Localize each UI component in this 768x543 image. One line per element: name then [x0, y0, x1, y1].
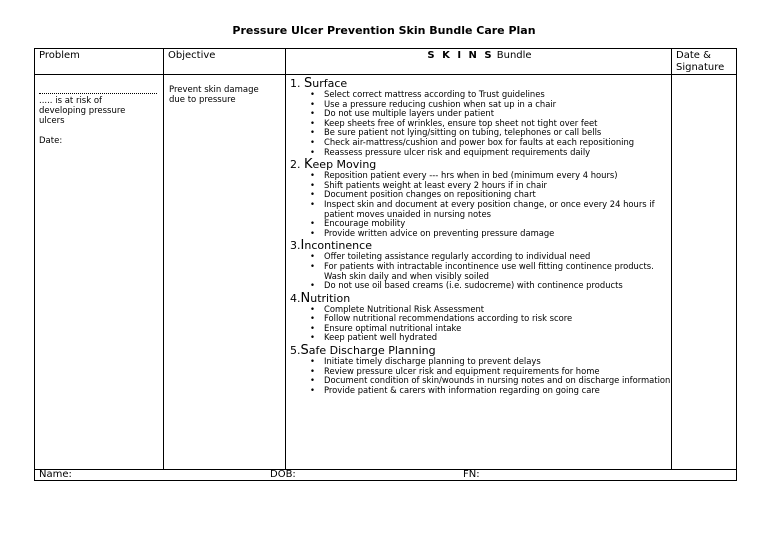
list-item: • Select correct mattress according to Trust guidelines [324, 90, 674, 100]
list-item: • Complete Nutritional Risk Assessment [324, 305, 674, 315]
list-item: • Check air-mattress/cushion and power box for faults at each repositioning [324, 138, 674, 148]
footer-divider [35, 469, 736, 470]
bundle-word: Bundle [496, 50, 532, 61]
column-divider [285, 49, 286, 469]
list-item: • Provide written advice on preventing pressure damage [324, 229, 674, 239]
list-item: • Use a pressure reducing cushion when sat up in a chair [324, 100, 674, 110]
problem-text-line-1: ..... is at risk of [39, 96, 103, 106]
list-item: • Follow nutritional recommendations according to risk score [324, 314, 674, 324]
list-item: • Reposition patient every --- hrs when in bed (minimum every 4 hours) [324, 171, 674, 181]
objective-cell [169, 85, 285, 105]
care-plan-table [34, 48, 737, 481]
list-item: • Provide patient & carers with information regarding on going care [324, 386, 674, 396]
section-safe-discharge [290, 344, 674, 395]
list-item: • Keep patient well hydrated [324, 333, 674, 343]
objective-text-line-1: Prevent skin damage [169, 85, 259, 95]
list-item: • Keep sheets free of wrinkles, ensure top sheet not tight over feet [324, 119, 674, 129]
section-nutrition [290, 292, 674, 343]
list-item: • Reassess pressure ulcer risk and equipment requirements daily [324, 148, 674, 158]
footer-name-label: Name: [39, 469, 72, 480]
problem-text-line-3: ulcers [39, 116, 65, 126]
section-incontinence [290, 239, 674, 290]
section-surface [290, 77, 674, 157]
list-item: • Encourage mobility [324, 219, 674, 229]
skins-acronym: S K I N S [427, 50, 494, 61]
list-item: • Review pressure ulcer risk and equipment requirements for home [324, 367, 674, 377]
footer-fn-label: FN: [463, 469, 480, 480]
list-item: • Offer toileting assistance regularly according to individual need [324, 252, 674, 262]
section-title: 5.Safe Discharge Planning [290, 343, 436, 359]
problem-cell [39, 85, 161, 146]
column-divider [163, 49, 164, 469]
list-item: • Do not use oil based creams (i.e. sudocreme) with continence products [324, 281, 674, 291]
header-objective: Objective [168, 50, 216, 61]
skins-sections [290, 76, 674, 395]
name-fill-in-line [39, 85, 157, 94]
page-title: Pressure Ulcer Prevention Skin Bundle Care Plan [232, 24, 536, 37]
footer-dob-label: DOB: [270, 469, 296, 480]
section-title: 3.Incontinence [290, 238, 372, 254]
list-item: • Inspect skin and document at every position change, or once every 24 hours if patient moves unaided in nursing notes [324, 200, 674, 219]
list-item: • For patients with intractable incontinence use well fitting continence products. Wash skin daily and when visibly soiled [324, 262, 674, 281]
list-item: • Document position changes on repositioning chart [324, 190, 674, 200]
problem-text-line-2: developing pressure [39, 106, 126, 116]
list-item: • Ensure optimal nutritional intake [324, 324, 674, 334]
list-item: • Shift patients weight at least every 2 hours if in chair [324, 181, 674, 191]
section-keep-moving [290, 158, 674, 238]
header-skins-bundle [287, 50, 672, 61]
list-item: • Be sure patient not lying/sitting on tubing, telephones or call bells [324, 128, 674, 138]
section-title: 4.Nutrition [290, 290, 351, 306]
header-date-signature: Date & Signature [676, 50, 725, 73]
list-item: • Document condition of skin/wounds in nursing notes and on discharge information [324, 376, 674, 386]
problem-date-label: Date: [39, 136, 63, 146]
objective-text-line-2: due to pressure [169, 95, 236, 105]
section-title: 1. Surface [290, 76, 348, 91]
list-item: • Initiate timely discharge planning to prevent delays [324, 357, 674, 367]
header-divider [35, 74, 736, 75]
section-title: 2. Keep Moving [290, 157, 377, 173]
header-problem: Problem [39, 50, 80, 61]
list-item: • Do not use multiple layers under patient [324, 109, 674, 119]
